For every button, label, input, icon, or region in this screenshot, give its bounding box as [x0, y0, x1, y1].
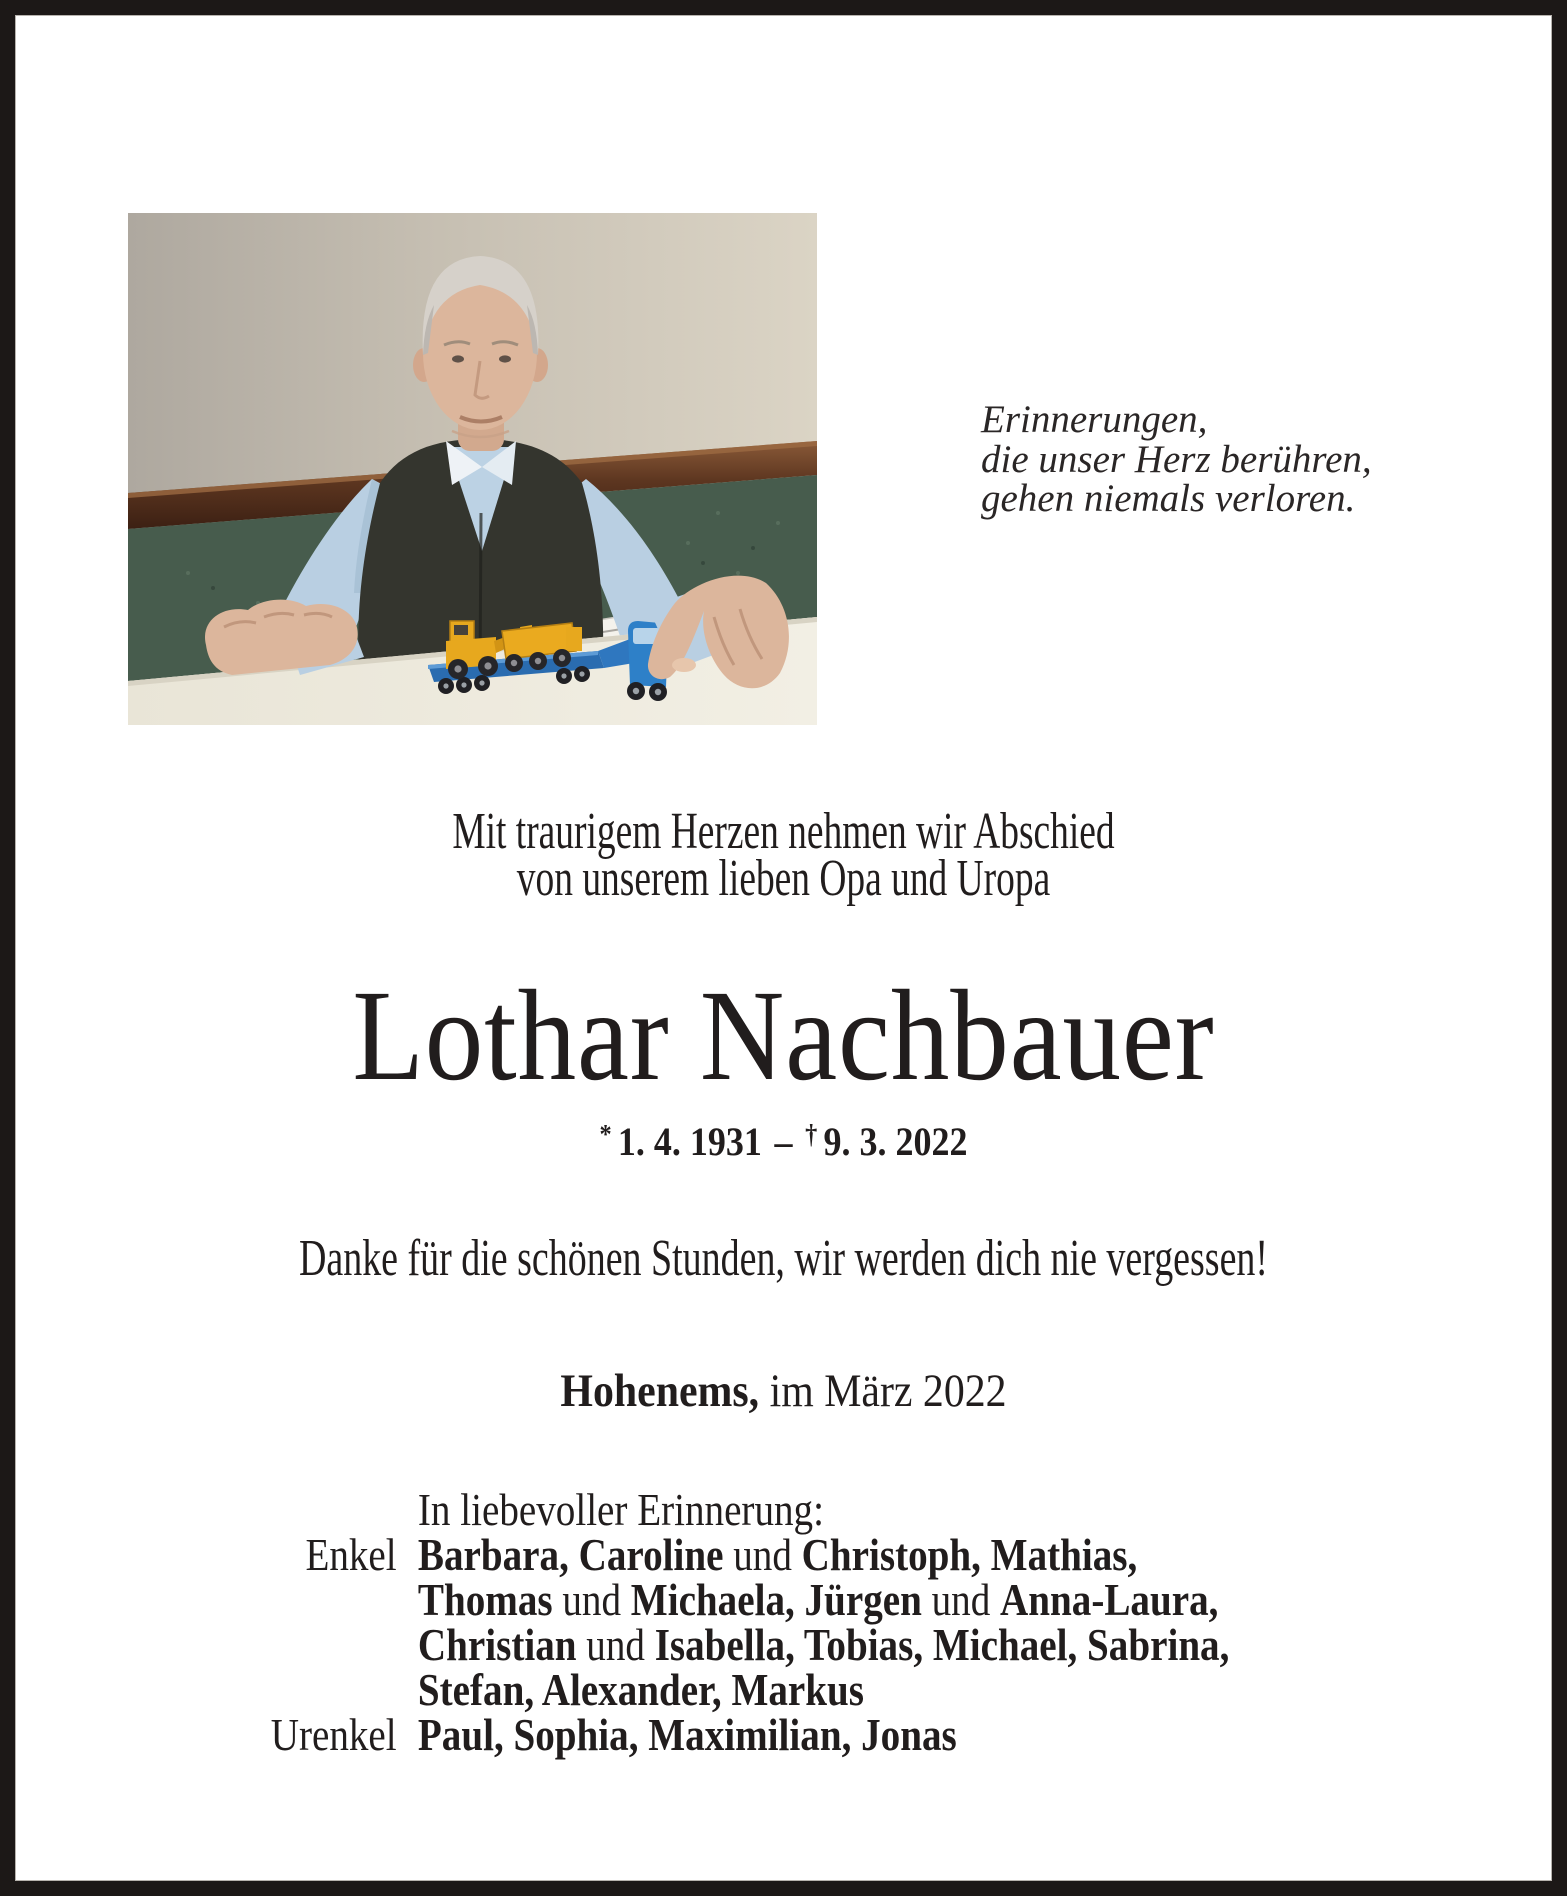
quote-line: gehen niemals verloren. — [981, 477, 1356, 520]
family-names: Paul, Sophia, Maximilian, Jonas — [417, 1709, 957, 1760]
family-names: Christian — [417, 1619, 577, 1670]
memorial-row — [15, 1619, 1545, 1670]
relation-label: Enkel — [305, 1529, 397, 1580]
thanks-line: Danke für die schönen Stunden, wir werden dich nie vergessen! — [298, 1230, 1269, 1287]
family-names: Michaela, Jürgen — [630, 1574, 922, 1625]
farewell-intro-line: von unserem lieben Opa und Uropa — [516, 850, 1051, 907]
notice-date: im März 2022 — [769, 1365, 1007, 1417]
birth-star-icon: * — [599, 1119, 612, 1149]
connector-text: In liebevoller Erinnerung: — [417, 1484, 824, 1535]
death-date: 9. 3. 2022 — [823, 1119, 968, 1164]
names-line — [417, 1484, 824, 1535]
relation-label — [15, 1667, 397, 1712]
family-names: Thomas — [417, 1574, 553, 1625]
names-line — [417, 1619, 1230, 1670]
memorial-block — [15, 1484, 1545, 1760]
portrait-photo-illustration — [128, 213, 817, 725]
family-names: Barbara, Caroline — [417, 1529, 724, 1580]
deceased-name: Lothar Nachbauer — [352, 964, 1215, 1108]
birth-date: 1. 4. 1931 — [617, 1119, 762, 1164]
memorial-rows — [15, 1484, 1545, 1760]
connector-text: und — [552, 1574, 631, 1625]
memorial-row — [15, 1709, 1545, 1760]
relation-label — [15, 1577, 397, 1622]
farewell-intro-line: Mit traurigem Herzen nehmen wir Abschied — [452, 803, 1115, 860]
connector-text: und — [921, 1574, 1001, 1625]
death-cross-icon: † — [805, 1119, 818, 1149]
names-line — [417, 1529, 1138, 1580]
relation-label: Urenkel — [270, 1709, 397, 1760]
quote-block — [981, 400, 1372, 519]
memorial-row — [15, 1484, 1545, 1535]
place-name: Hohenems, — [560, 1365, 760, 1417]
memorial-row — [15, 1529, 1545, 1580]
portrait-photo — [128, 213, 817, 725]
quote-line: die unser Herz berühren, — [981, 437, 1372, 481]
family-names: Christoph, Mathias, — [801, 1529, 1138, 1580]
place-date-line — [100, 1365, 1468, 1417]
connector-text: und — [723, 1529, 802, 1580]
family-names: Stefan, Alexander, Markus — [417, 1664, 864, 1715]
relation-label — [15, 1622, 397, 1667]
eye — [499, 355, 511, 362]
farewell-intro — [230, 803, 1337, 907]
names-line — [417, 1709, 957, 1760]
connector-text: und — [576, 1619, 655, 1670]
quote-line: Erinnerungen, — [981, 398, 1208, 441]
dates-separator: – — [774, 1119, 793, 1164]
memorial-row — [15, 1574, 1545, 1625]
eye — [452, 355, 464, 362]
family-names: Anna-Laura, — [1000, 1574, 1219, 1625]
memorial-row — [15, 1664, 1545, 1715]
names-line — [417, 1664, 864, 1715]
family-names: Isabella, Tobias, Michael, Sabrina, — [654, 1619, 1230, 1670]
life-dates-line — [92, 1119, 1475, 1166]
names-line — [417, 1574, 1219, 1625]
relation-label — [15, 1487, 397, 1532]
